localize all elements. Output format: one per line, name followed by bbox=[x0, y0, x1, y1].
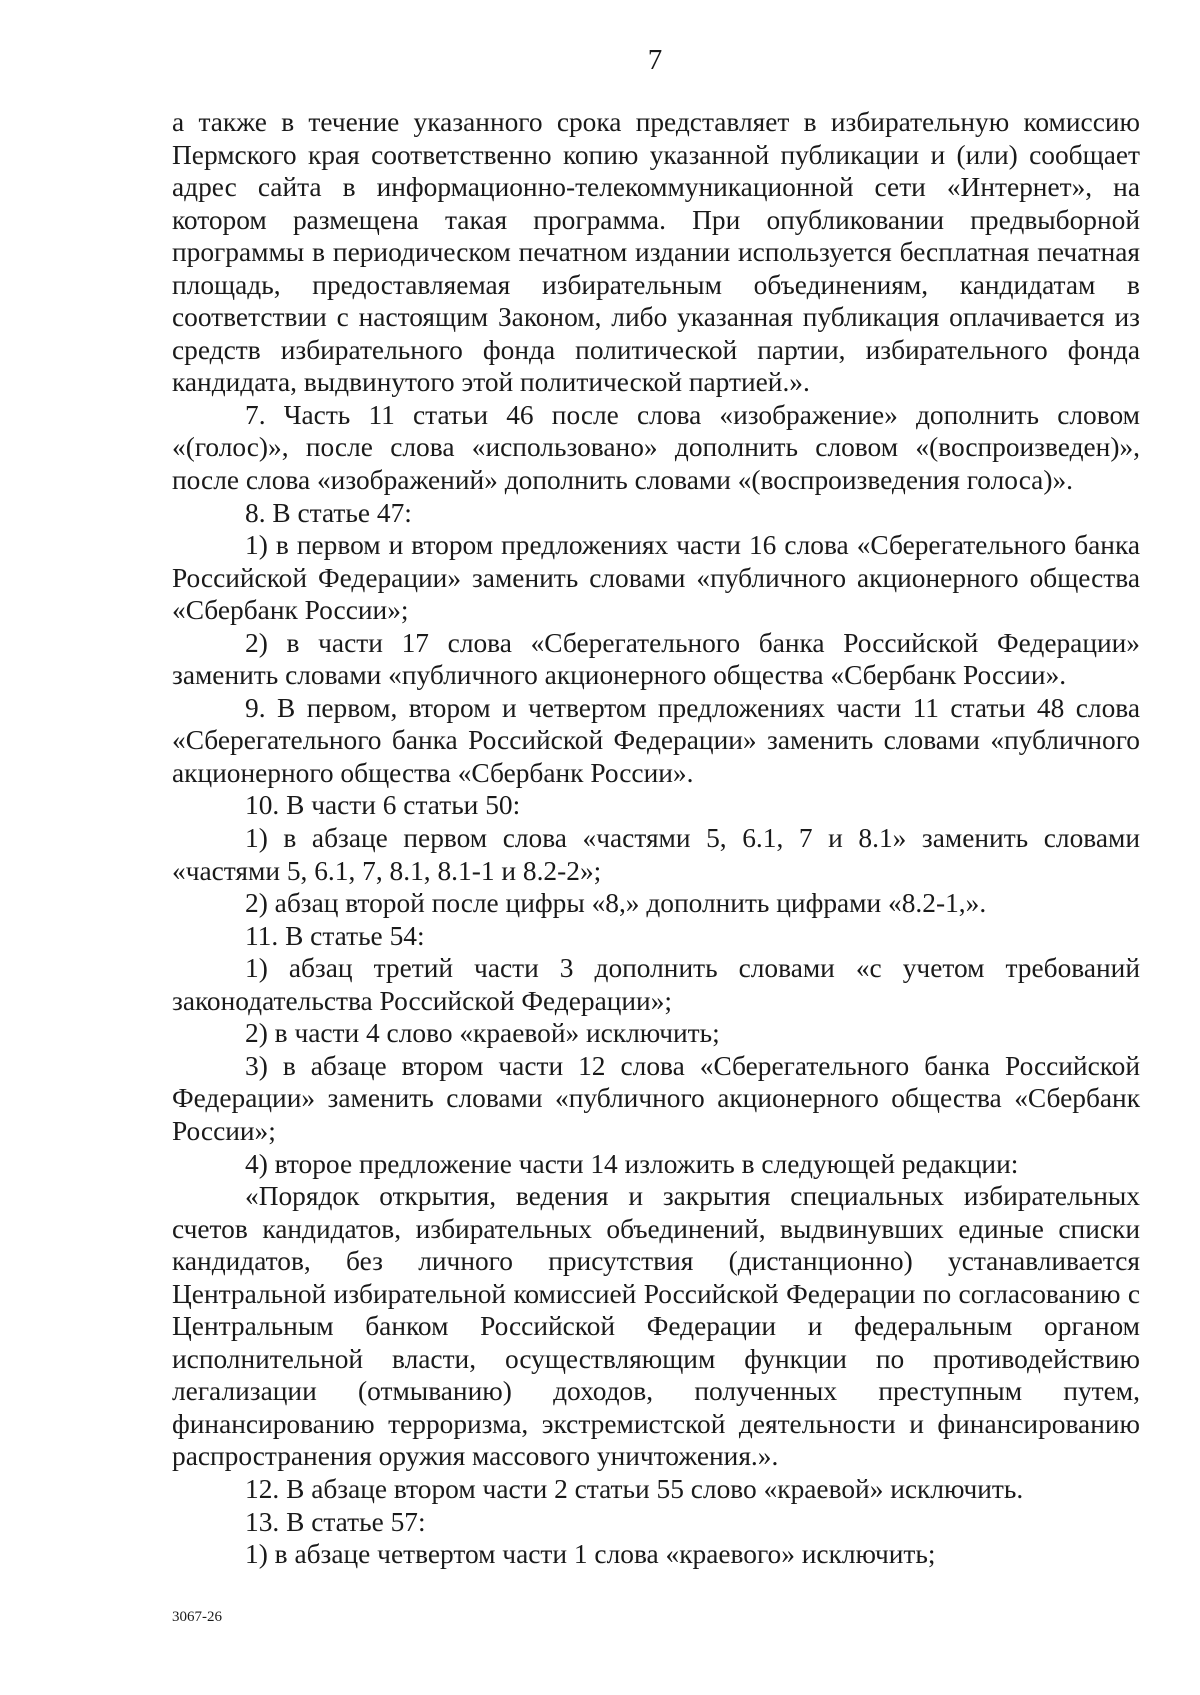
paragraph-item-9: 9. В первом, втором и четвертом предложениях части 11 статьи 48 слова «Сберегательного банка Российской Федерации» заменить словами «публичного акционерного общества «Сбербанк России». bbox=[172, 692, 1140, 788]
paragraph-quoted-text: «Порядок открытия, ведения и закрытия специальных избирательных счетов кандидатов, избирательных объединений, выдвинувших единые списки кандидатов, без личного присутствия (дистанционно) устанавливается Центральной избирательной комиссией Российской Федерации по согласованию с Центральным банком Российской Федерации и федеральным органом исполнительной власти, осуществляющим функции по противодействию легализации (отмыванию) доходов, полученных преступным путем, финансированию терроризма, экстремистской деятельности и финансированию распространения оружия массового уничтожения.». bbox=[172, 1181, 1140, 1472]
paragraph-item-11-2: 2) в части 4 слово «краевой» исключить; bbox=[245, 1018, 720, 1049]
paragraph-item-13: 13. В статье 57: bbox=[245, 1506, 426, 1537]
paragraph-item-12: 12. В абзаце втором части 2 статьи 55 слово «краевой» исключить. bbox=[245, 1473, 1024, 1504]
paragraph-item-11-3: 3) в абзаце втором части 12 слова «Сберегательного банка Российской Федерации» заменить словами «публичного акционерного общества «Сбербанк России»; bbox=[172, 1050, 1140, 1146]
document-body bbox=[172, 106, 1140, 1571]
paragraph-item-10-2: 2) абзац второй после цифры «8,» дополнить цифрами «8.2-1,». bbox=[245, 888, 987, 919]
document-code: 3067-26 bbox=[172, 1609, 222, 1625]
paragraph-continuation: а также в течение указанного срока представляет в избирательную комиссию Пермского края соответственно копию указанной публикации и (или) сообщает адрес сайта в информационно-телекоммуникационной сети «Интернет», на котором размещена такая программа. При опубликовании предвыборной программы в периодическом печатном издании используется бесплатная печатная площадь, предоставляемая избирательным объединениям, кандидатам в соответствии с настоящим Законом, либо указанная публикация оплачивается из средств избирательного фонда политической партии, избирательного фонда кандидата, выдвинутого этой политической партией.». bbox=[172, 107, 1140, 398]
paragraph-item-8-2: 2) в части 17 слова «Сберегательного банка Российской Федерации» заменить словами «публичного акционерного общества «Сбербанк России». bbox=[172, 627, 1140, 691]
paragraph-item-10: 10. В части 6 статьи 50: bbox=[245, 790, 521, 821]
paragraph-item-10-1: 1) в абзаце первом слова «частями 5, 6.1, 7 и 8.1» заменить словами «частями 5, 6.1, 7, 8.1, 8.1-1 и 8.2-2»; bbox=[172, 823, 1140, 886]
paragraph-item-7: 7. Часть 11 статьи 46 после слова «изображение» дополнить словом «(голос)», после слова «использовано» дополнить словом «(воспроизведен)», после слова «изображений» дополнить словами «(воспроизведения голоса)». bbox=[172, 399, 1140, 496]
paragraph-item-8: 8. В статье 47: bbox=[245, 497, 412, 528]
paragraph-item-13-1: 1) в абзаце четвертом части 1 слова «краевого» исключить; bbox=[245, 1539, 936, 1570]
page-number: 7 bbox=[647, 44, 663, 76]
paragraph-item-11-4: 4) второе предложение части 14 изложить в следующей редакции: bbox=[245, 1148, 1019, 1179]
paragraph-item-11-1: 1) абзац третий части 3 дополнить словами «с учетом требований законодательства Российской Федерации»; bbox=[172, 953, 1140, 1016]
paragraph-item-8-1: 1) в первом и втором предложениях части 16 слова «Сберегательного банка Российской Федерации» заменить словами «публичного акционерного общества «Сбербанк России»; bbox=[172, 530, 1140, 626]
paragraph-item-11: 11. В статье 54: bbox=[245, 920, 425, 951]
